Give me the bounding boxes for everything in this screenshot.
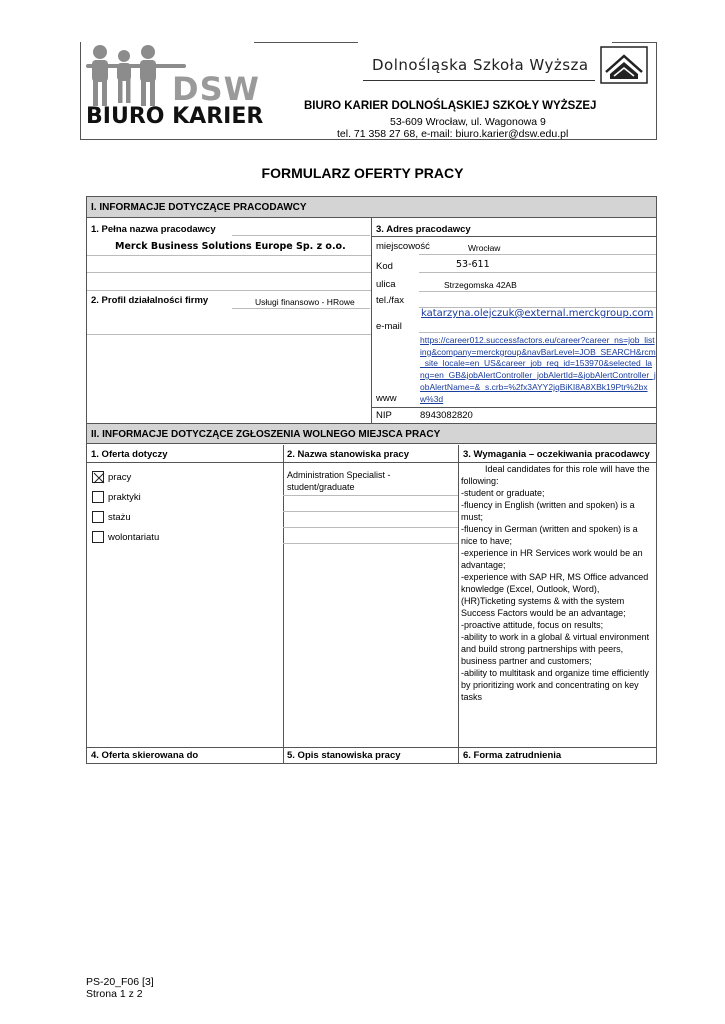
code-value[interactable]: 53-611	[456, 259, 490, 270]
street-value[interactable]: Strzegomska 42AB	[444, 280, 517, 290]
street-label: ulica	[376, 279, 396, 290]
requirement-line: -student or graduate;	[461, 488, 545, 498]
letterhead-top-rule	[254, 42, 358, 43]
offer-option-label: stażu	[108, 512, 131, 523]
requirements-text[interactable]	[461, 463, 655, 703]
requirement-line: -experience in HR Services work would be an advantage;	[461, 548, 643, 570]
nip-value[interactable]: 8943082820	[420, 410, 473, 421]
form-title: FORMULARZ OFERTY PRACY	[261, 165, 464, 181]
requirements-label: 3. Wymagania – oczekiwania pracodawcy	[463, 449, 650, 460]
requirement-line: -fluency in German (written and spoken) is a nice to have;	[461, 524, 638, 546]
requirement-line: -fluency in English (written and spoken) is a must;	[461, 500, 635, 522]
city-label: miejscowość	[376, 241, 430, 252]
requirement-line: -ability to work in a global & virtual environment and build strong partnerships with peers, business partner and customers;	[461, 632, 650, 666]
checkbox-checked-icon	[93, 472, 105, 484]
office-contact: tel. 71 358 27 68, e-mail: biuro.karier@dsw.edu.pl	[337, 128, 569, 140]
section1-divider	[371, 218, 372, 425]
profile-value[interactable]: Usługi finansowo - HRowe	[255, 297, 355, 307]
offer-option-label: praktyki	[108, 492, 141, 503]
position-line-2	[283, 511, 458, 512]
logo-dsw-text: DSW	[172, 70, 260, 108]
street-line	[419, 291, 656, 292]
section1-header: I. INFORMACJE DOTYCZĄCE PRACODAWCY	[87, 197, 656, 218]
www-line	[371, 407, 656, 408]
position-line-3	[283, 527, 458, 528]
requirement-line: Ideal candidates for this role will have the following:	[461, 464, 650, 486]
city-value[interactable]: Wrocław	[468, 243, 501, 253]
section2-divider-1	[283, 445, 284, 763]
profile-blank-line	[87, 334, 371, 335]
code-label: Kod	[376, 261, 393, 272]
position-line-4	[283, 543, 458, 544]
profile-value-line	[232, 308, 370, 309]
www-link[interactable]: https://career012.successfactors.eu/career?career_ns=job_listing&company=merckgroup&navBarLevel=JOB_SEARCH&rcm_site_locale=en_US&career_job_req_id=153970&selected_lang=en_GB&jobAlertController_jobAlertId=&jobAlertController_jobAlertName=&_s.crb=%2fx3AYY2jqBiKI8A8XBk19Ptr%2bxw%3d	[420, 335, 656, 404]
school-emblem-icon	[600, 46, 648, 84]
logo-biuro-karier-text: BIURO KARIER	[86, 104, 264, 129]
job-offer-form	[86, 196, 657, 764]
profile-label: 2. Profil działalności firmy	[91, 295, 209, 306]
offer-type-label: 1. Oferta dotyczy	[91, 449, 168, 460]
email-value[interactable]: katarzyna.olejczuk@external.merckgroup.com	[421, 308, 654, 319]
www-label: www	[376, 393, 397, 404]
address-label: 3. Adres pracodawcy	[376, 224, 471, 235]
email-label: e-mail	[376, 321, 402, 332]
section2-divider-2	[458, 445, 459, 763]
city-line	[419, 254, 656, 255]
page-number: Strona 1 z 2	[86, 988, 143, 1000]
employer-blank-line-2	[87, 290, 371, 291]
school-name-underline	[363, 80, 595, 81]
position-line-1	[283, 495, 458, 496]
doc-code: PS-20_F06 [3]	[86, 976, 154, 988]
address-label-line	[371, 236, 656, 237]
office-address: 53-609 Wrocław, ul. Wagonowa 9	[390, 116, 546, 128]
requirement-line: -ability to multitask and organize time efficiently by prioritizing work and concentrating on key tasks	[461, 668, 649, 702]
email-line	[419, 332, 656, 333]
position-name-value[interactable]: Administration Specialist - student/graduate	[287, 470, 391, 492]
phone-label: tel./fax	[376, 295, 404, 306]
school-name: Dolnośląska Szkoła Wyższa	[372, 56, 589, 74]
employer-name-value[interactable]: Merck Business Solutions Europe Sp. z o.o.	[115, 241, 346, 252]
job-description-label: 5. Opis stanowiska pracy	[287, 750, 401, 761]
requirement-line: -proactive attitude, focus on results;	[461, 620, 604, 630]
footer	[86, 976, 154, 1000]
section2-header: II. INFORMACJE DOTYCZĄCE ZGŁOSZENIA WOLNEGO MIEJSCA PRACY	[87, 423, 656, 444]
offer-option-label: wolontariatu	[108, 532, 160, 543]
offer-checkbox-pracy[interactable]	[92, 471, 104, 483]
nip-label: NIP	[376, 410, 392, 421]
offer-checkbox-wolontariatu[interactable]	[92, 531, 104, 543]
requirement-line: -experience with SAP HR, MS Office advanced knowledge (Excel, Outlook, Word), (HR)Ticketing systems & with the system Success Factors would be an advantage;	[461, 572, 649, 618]
employer-name-line	[87, 255, 371, 256]
employer-name-label: 1. Pełna nazwa pracodawcy	[91, 224, 216, 235]
office-title: BIURO KARIER DOLNOŚLĄSKIEJ SZKOŁY WYŻSZEJ	[304, 100, 597, 112]
code-line	[419, 272, 656, 273]
employer-blank-line-1	[87, 272, 371, 273]
section2-bottom-line	[87, 747, 656, 748]
offer-checkbox-stazu[interactable]	[92, 511, 104, 523]
position-name-label: 2. Nazwa stanowiska pracy	[287, 449, 409, 460]
offer-option-label: pracy	[108, 472, 132, 483]
offer-checkbox-praktyki[interactable]	[92, 491, 104, 503]
employer-name-label-line	[232, 235, 370, 236]
letterhead-top-rule-right	[612, 42, 657, 43]
employment-form-label: 6. Forma zatrudnienia	[463, 750, 562, 761]
target-group-label: 4. Oferta skierowana do	[91, 750, 199, 761]
